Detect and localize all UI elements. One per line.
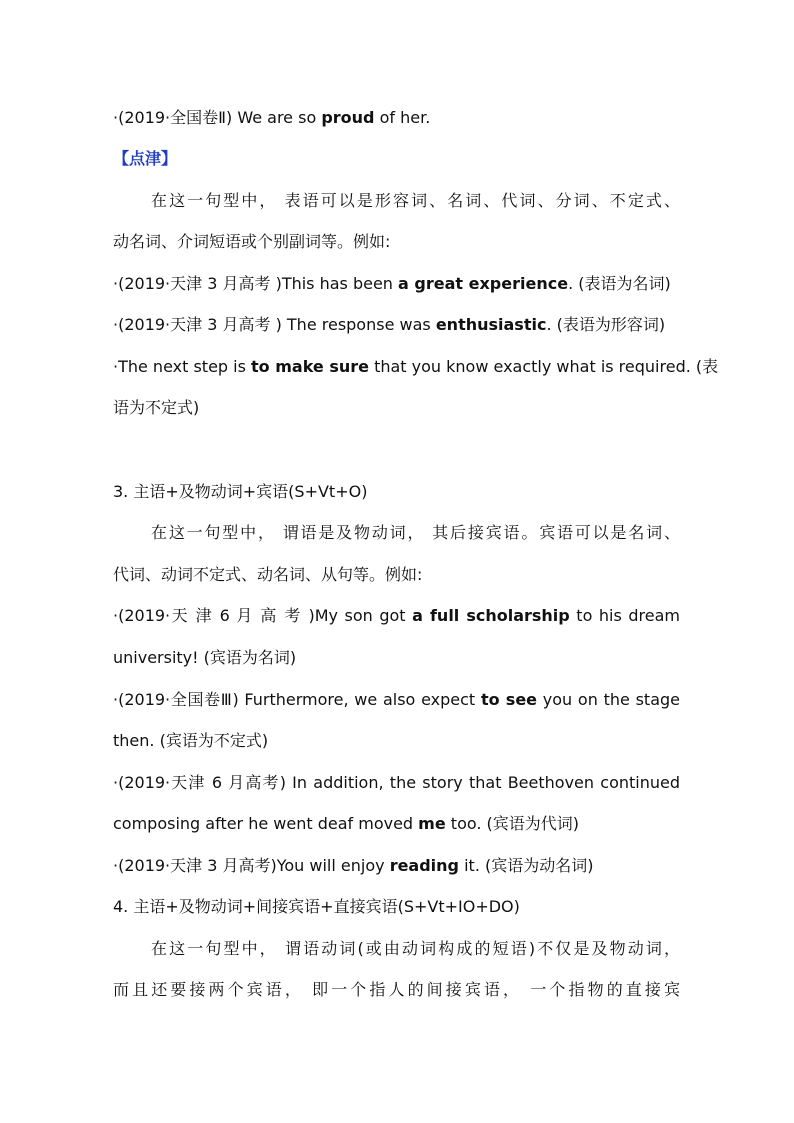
text-run: . (表语为形容词) <box>546 315 666 334</box>
text-run: . (表语为名词) <box>568 274 671 293</box>
text-run: university! (宾语为名词) <box>113 648 297 667</box>
section-heading <box>113 897 680 917</box>
text-line <box>113 398 680 418</box>
text-run: 4. 主语+及物动词+间接宾语+直接宾语(S+Vt+IO+DO) <box>113 897 520 916</box>
text-line <box>113 357 719 377</box>
text-run: ·(2019·天津 3 月高考)You will enjoy <box>113 856 390 875</box>
bold-phrase: to make sure <box>251 357 369 376</box>
bold-phrase: proud <box>321 108 375 127</box>
text-run: it. (宾语为动名词) <box>459 856 594 875</box>
text-run: too. (宾语为代词) <box>445 814 580 833</box>
text-run: that you know exactly what is required. (表 <box>369 357 719 376</box>
text-run: 在这一句型中， 谓语动词(或由动词构成的短语)不仅是及物动词， <box>151 939 680 958</box>
text-line <box>113 191 680 211</box>
bold-phrase: me <box>418 814 446 833</box>
text-run: ·The next step is <box>113 357 252 376</box>
bold-phrase: a great experience <box>398 274 569 293</box>
text-line <box>113 315 680 335</box>
text-line <box>113 939 680 959</box>
text-run: ·(2019·天 津 6 月 高 考 )My son got <box>113 606 413 625</box>
text-run: then. (宾语为不定式) <box>113 731 269 750</box>
text-line <box>113 980 680 1000</box>
text-run: 而且还要接两个宾语， 即一个指人的间接宾语， 一个指物的直接宾 <box>113 980 680 999</box>
text-run: to his dream <box>569 606 680 625</box>
text-run: ·(2019·天津 6 月高考) In addition, the story that Beethoven continued <box>113 773 680 792</box>
text-line <box>113 731 680 751</box>
text-line <box>113 274 680 294</box>
text-run: 代词、动词不定式、动名词、从句等。例如: <box>113 565 423 584</box>
text-run: ·(2019·天津 3 月高考 ) The response was <box>113 315 436 334</box>
text-run: ·(2019·天津 3 月高考 )This has been <box>113 274 399 293</box>
text-run: composing after he went deaf moved <box>113 814 419 833</box>
text-run: 在这一句型中， 表语可以是形容词、名词、代词、分词、不定式、 <box>151 191 680 210</box>
text-line <box>113 565 680 585</box>
section-heading <box>113 482 680 502</box>
text-line <box>113 856 680 876</box>
bold-phrase: reading <box>389 856 460 875</box>
section-tag <box>113 149 680 169</box>
text-run: ·(2019·全国卷Ⅲ) Furthermore, we also expect <box>113 690 481 709</box>
text-line <box>113 690 680 710</box>
text-run: 动名词、介词短语或个别副词等。例如: <box>113 232 391 251</box>
text-run: 在这一句型中， 谓语是及物动词， 其后接宾语。宾语可以是名词、 <box>151 523 680 542</box>
text-run: you on the stage <box>537 690 680 709</box>
text-line <box>113 814 680 834</box>
text-line <box>113 108 680 128</box>
text-line <box>113 773 680 793</box>
text-line <box>113 606 680 626</box>
text-run: 3. 主语+及物动词+宾语(S+Vt+O) <box>113 482 368 501</box>
text-run: ·(2019·全国卷Ⅱ) We are so <box>113 108 322 127</box>
text-line <box>113 523 680 543</box>
text-run: of her. <box>374 108 431 127</box>
text-line <box>113 648 680 668</box>
text-line <box>113 232 680 252</box>
tag-label: 【点津】 <box>113 149 178 168</box>
bold-phrase: to see <box>480 690 538 709</box>
text-run: 语为不定式) <box>113 398 200 417</box>
bold-phrase: a full scholarship <box>412 606 570 625</box>
bold-phrase: enthusiastic <box>435 315 547 334</box>
